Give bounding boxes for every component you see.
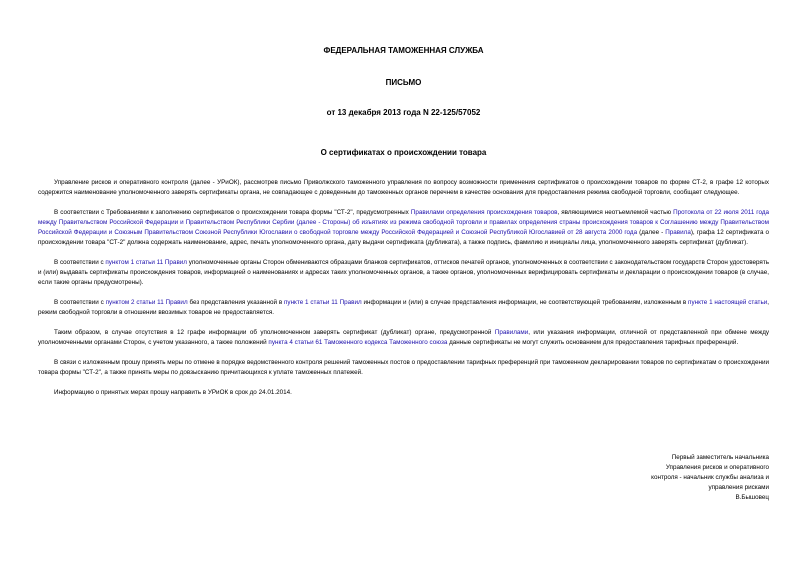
signatory-name: В.Бышовец (735, 494, 769, 501)
signature-line-3: контроля - начальник службы анализа и (651, 474, 769, 481)
signature-line-4: управления рисками (708, 484, 769, 491)
paragraph-1-text: Управление рисков и оперативного контроля (далее - УРиОК), рассмотрев письмо Приволжского таможенного управления по вопросу возможности применения сертификатов о происхождении товаров по форме СТ-2, в графе 12 которых содержится наименование уполномоченного заверять сертификаты органа, не совпадающее с доведенным до таможенных органов перечнем в качестве основания для предоставления режима свободной торговли, сообщает следующее. (38, 179, 769, 196)
document-date-number: от 13 декабря 2013 года N 22-125/57052 (326, 108, 481, 117)
signature-line-2: Управления рисков и оперативного (665, 464, 769, 471)
agency-title: ФЕДЕРАЛЬНАЯ ТАМОЖЕННАЯ СЛУЖБА (323, 46, 484, 55)
paragraph-2-text-a: В соответствии с Требованиями к заполнению сертификатов о происхождении товара формы "СТ-2", предусмотренных (54, 209, 411, 216)
paragraph-3-text-a: В соответствии с (54, 259, 106, 266)
paragraph-5-text-b: , или указания информации, отличной от представленной при обмене между уполномоченными органами Сторон, с учетом указанного, а также положений (38, 329, 770, 346)
link-this-article-p1[interactable]: пункте 1 настоящей статьи (688, 299, 768, 306)
paragraph-2-text-b: , являющимися неотъемлемой частью (557, 209, 674, 216)
paragraph-2-text-d: ), графа 12 сертификата о происхождении товара "СТ-2" должна содержать наименование, адрес, печать уполномоченного органа, дату выдачи сертификата (дубликата), а также подпись, фамилию и инициалы лица, уполномоченного заверять сертификат (дубликат). (38, 229, 769, 246)
paragraph-7-text: Информацию о принятых мерах прошу направить в УРиОК в срок до 24.01.2014. (54, 389, 292, 396)
link-protocol[interactable]: Протокола от 22 июля 2011 года между Правительством Российской Федерации и Правительством Республики Сербии (далее - Стороны) об изъятиях из режима свободной торговли и правилах определения страны происхождения товаров к Соглашению между Правительством Российской Федерации и Союзным Правительством Союзной Республики Югославии о свободной торговле между Российской Федерацией и Союзной Республикой Югославией от 28 августа 2000 года (38, 209, 769, 236)
paragraph-4 (38, 298, 769, 318)
document-type: ПИСЬМО (385, 78, 422, 87)
paragraph-2-text-c: (далее - (637, 229, 666, 236)
paragraph-2 (38, 208, 769, 248)
paragraph-6 (38, 358, 769, 378)
paragraph-3-text-b: уполномоченные органы Сторон обмениваются образцами бланков сертификатов, оттисков печатей органов, уполномоченных в соответствии с законодательством государств Сторон удостоверять и (или) выдавать сертификаты происхождения товаров, информацией о наименованиях и адресах таких уполномоченных органов, а также органов, уполномоченных верифицировать сертификаты и декларации о происхождении товаров (в случае, если такие органы предусмотрены). (38, 259, 769, 286)
link-origin-rules[interactable]: Правилами определения происхождения товаров (410, 209, 558, 216)
paragraph-5-text-a: Таким образом, в случае отсутствия в 12 графе информации об уполномоченном заверять сертификат (дубликат) органе, предусмотренной (54, 329, 495, 336)
paragraph-1 (38, 178, 769, 198)
paragraph-4-text-d: , режим свободной торговли в отношении ввозимых товаров не предоставляется. (38, 299, 769, 316)
paragraph-5 (38, 328, 769, 348)
link-customs-code[interactable]: пункта 4 статьи 61 Таможенного кодекса Таможенного союза (268, 339, 448, 346)
link-rules[interactable]: Правила (665, 229, 691, 236)
paragraph-4-text-c: информации и (или) в случае представления информации, не соответствующей требованиям, изложенным в (361, 299, 689, 306)
link-rules-art11-p2[interactable]: пунктом 2 статьи 11 Правил (105, 299, 188, 306)
letter-body (38, 178, 769, 408)
document-subject: О сертификатах о происхождении товара (320, 148, 487, 157)
signature-line-1: Первый заместитель начальника (671, 454, 769, 461)
link-rules-art11-p1[interactable]: пунктом 1 статьи 11 Правил (105, 259, 187, 266)
paragraph-6-text: В связи с изложенным прошу принять меры по отмене в порядке ведомственного контроля решений таможенных постов о предоставлении тарифных преференций при таможенном декларировании товаров по сертификатам о происхождении товара формы "СТ-2", а также принять меры по довзысканию причитающихся к уплате таможенных платежей. (38, 359, 769, 376)
paragraph-3 (38, 258, 769, 288)
link-rules-b[interactable]: Правилами (494, 329, 529, 336)
paragraph-7 (38, 388, 769, 398)
paragraph-4-text-a: В соответствии с (54, 299, 106, 306)
paragraph-4-text-b: без представления указанной в (187, 299, 285, 306)
paragraph-5-text-c: данные сертификаты не могут служить основанием для предоставления тарифных преференций. (447, 339, 739, 346)
signature-block (569, 453, 769, 503)
link-rules-art11-p1-b[interactable]: пункте 1 статьи 11 Правил (284, 299, 362, 306)
